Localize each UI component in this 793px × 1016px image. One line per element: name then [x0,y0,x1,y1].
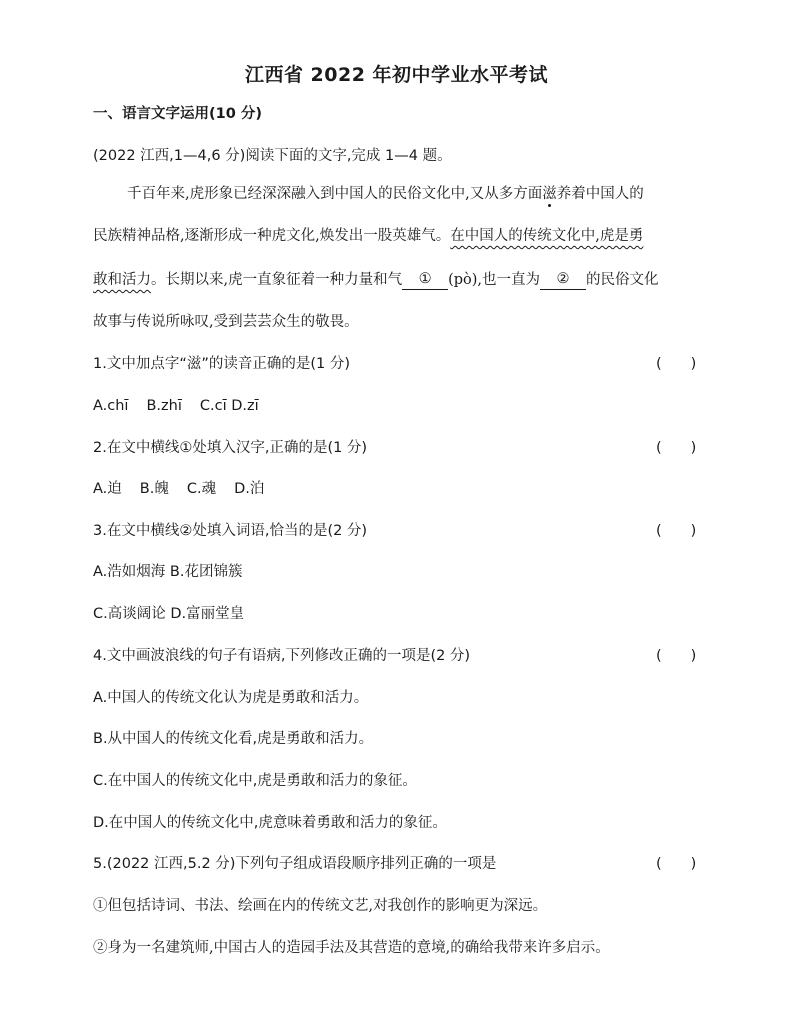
option: B.zhī [146,398,182,414]
question-3-stem: 3.在文中横线②处填入词语,恰当的是(2 分) [93,523,368,539]
question-3-options-c-d: C.高谈阔论 D.富丽堂皇 [93,606,245,622]
question-1-stem: 1.文中加点字“滋”的读音正确的是(1 分) [93,356,351,372]
reading-intro: (2022 江西,1—4,6 分)阅读下面的文字,完成 1—4 题。 [93,148,452,164]
question-4-option-c: C.在中国人的传统文化中,虎是勇敢和活力的象征。 [93,773,417,789]
option: B.魄 [139,481,169,497]
question-2-stem: 2.在文中横线①处填入汉字,正确的是(1 分) [93,440,368,456]
wavy-underlined-sentence-end: 敢和活力 [93,272,151,288]
answer-bracket-4: ( ) [656,648,697,664]
wavy-underlined-sentence: 在中国人的传统文化中,虎是勇 [450,228,644,244]
question-3-options-a-b: A.浩如烟海 B.花团锦簇 [93,564,243,580]
blank-2: ② [540,269,586,290]
question-1-options [93,396,259,416]
passage-line-3: 敢和活力。长期以来,虎一直象征着一种力量和气 ① (pò),也一直为 ② 的民俗文化 [93,271,659,288]
option: A.chī [93,398,129,414]
question-5-stem: 5.(2022 江西,5.2 分)下列句子组成语段顺序排列正确的一项是 [93,856,497,872]
passage-line-1: 千百年来,虎形象已经深深融入到中国人的民俗文化中,又从多方面滋养着中国人的 [127,186,644,202]
answer-bracket-2: ( ) [656,440,697,456]
option: A.迫 [93,481,122,497]
section-heading: 一、语言文字运用(10 分) [93,106,262,122]
passage-line-2: 民族精神品格,逐渐形成一种虎文化,焕发出一股英雄气。在中国人的传统文化中,虎是勇 [93,228,644,244]
question-4-stem: 4.文中画波浪线的句子有语病,下列修改正确的一项是(2 分) [93,648,471,664]
passage-line-4: 故事与传说所咏叹,受到芸芸众生的敬畏。 [93,314,359,330]
question-5-sentence-2: ②身为一名建筑师,中国古人的造园手法及其营造的意境,的确给我带来许多启示。 [93,940,610,956]
exam-title: 江西省 2022 年初中学业水平考试 [244,64,549,86]
question-4-option-b: B.从中国人的传统文化看,虎是勇敢和活力。 [93,731,374,747]
answer-bracket-5: ( ) [656,856,697,872]
question-4-option-a: A.中国人的传统文化认为虎是勇敢和活力。 [93,690,369,706]
question-4-option-d: D.在中国人的传统文化中,虎意味着勇敢和活力的象征。 [93,815,447,831]
option: D.泊 [234,481,265,497]
question-5-sentence-1: ①但包括诗词、书法、绘画在内的传统文艺,对我创作的影响更为深远。 [93,898,548,914]
option: C.cī D.zī [199,398,259,414]
question-2-options [93,479,264,499]
dotted-char: 滋 [542,186,557,202]
blank-1: ① [402,269,448,290]
answer-bracket-1: ( ) [656,356,697,372]
option: C.魂 [186,481,217,497]
answer-bracket-3: ( ) [656,523,697,539]
